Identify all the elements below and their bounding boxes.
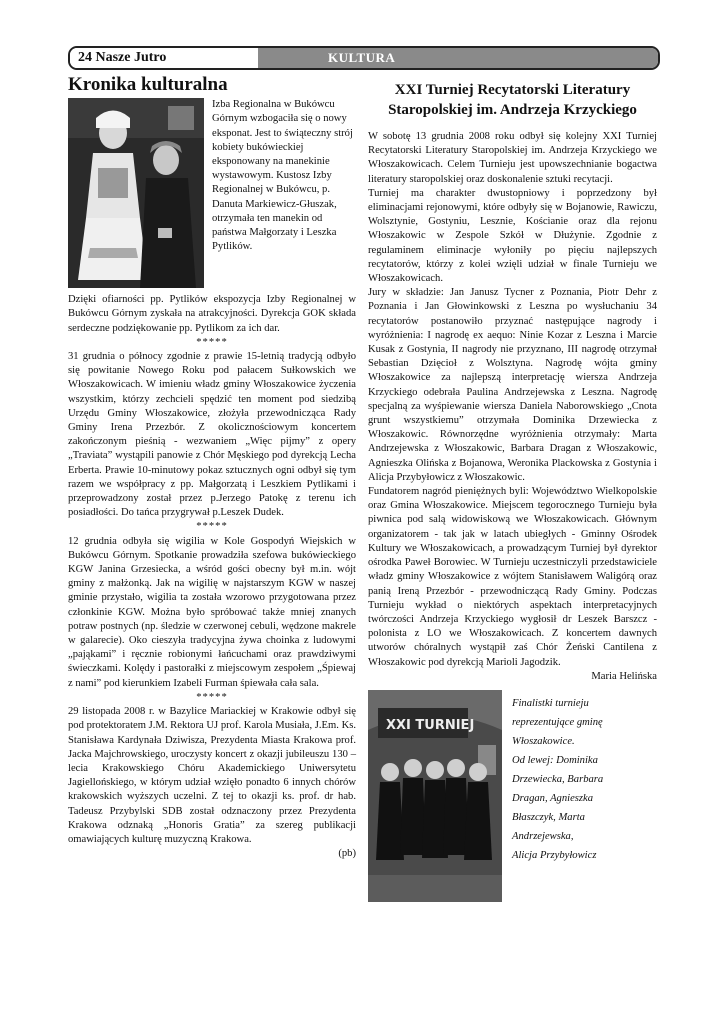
mannequin-photo-caption: Izba Regionalna w Bukówcu Górnym wzbogaciła się o nowy eksponat. Jest to świąteczny strój kobiety bukówieckiej eksponowany na manekinie wystawowym. Kustosz Izby Regionalnej w Bukówcu, p. Danuta Markiewicz-Głuszak, otrzymała ten manekin od państwa Małgorzaty i Leszka Pytlików. [212, 99, 353, 253]
right-paragraph: W sobotę 13 grudnia 2008 roku odbył się kolejny XXI Turniej Recytatorski Literatury Staropolskiej im. Andrzeja Krzyckiego we Włoszakowicach. Celem Turnieju jest upowszechnianie bogactwa literatury staropolskiej oraz doskonalenie sztuki recytacji. [368, 131, 657, 185]
right-paragraph: Fundatorem nagród pieniężnych byli: Województwo Wielkopolskie oraz Gmina Włoszakowice. Miejscem tegorocznego Turnieju była piwnica pod salą widowiskową we Włoszakowicach. Głównym organizatorem - tak jak w latach ubiegłych - Gminny Ośrodek Kultury we Włoszakowicach, a prowadzącym Turniej był dyrektor ośrodka Paweł Borowiec. W Turnieju uczestniczyli przedstawiciele władz gminy Włoszakowice z wójtem Stanisławem Waligórą oraz panią Ireną Przezbór - przewodniczącą Rady Gminy. Podczas Turnieju wykład o niektórych aspektach interpretacyjnych twórczości Andrzeja Krzyckiego wygłosił dr Leszek Barszcz - polonista z LO we Włoszakowicach. Z koncertem dawnych utworów chóralnych wystąpił zaś Chór Żeński Cantilena z Włoszakowic pod dyrekcją Marioli Jagodzik. [368, 486, 657, 668]
mannequin-photo [68, 98, 204, 288]
left-signature: (pb) [338, 848, 356, 860]
page-title: Kronika kulturalna [68, 74, 228, 95]
article-author: Maria Helińska [591, 670, 657, 682]
left-column [68, 76, 356, 861]
finalists-photo [368, 690, 502, 902]
caption-line: Finalistki turnieju [512, 697, 589, 709]
finalists-photo-block [368, 690, 657, 902]
left-paragraph: Dzięki ofiarności pp. Pytlików ekspozycja Izby Regionalnej w Bukówcu Górnym zyskała na atrakcyjności. Dyrekcja GOK składa serdeczne podziękowanie pp. Pytlikom za ich dar. [68, 294, 356, 334]
caption-line: Andrzejewska, [512, 830, 574, 842]
right-paragraph: Turniej ma charakter dwustopniowy i poprzedzony był eliminacjami rejonowymi, które odbyły się w Bojanowie, Rawiczu, Wolsztynie, Gostyniu, Lesznie, Kościanie oraz dla rejonu Włoszakowic w Zespole Szkół w Dłużynie. Zgodnie z regulaminem eliminacje wyłoniły po pięciu najlepszych recytatorów, którzy z kolei wzięli udział w finale Turnieju we Włoszakowicach. [368, 187, 657, 285]
left-paragraph: 31 grudnia o północy zgodnie z prawie 15-letnią tradycją odbyło się powitanie Nowego Roku pod pałacem Sułkowskich we Włoszakowicach. W imieniu władz gminy Włoszakowice życzenia wszystkim, którzy zechcieli spędzić ten moment pod siedzibą Urzędu Gminy Włoszakowice, złożyła przewodnicząca Rady Gminy Irena Przezbór. Z okolicznościowym koncertem zakończonym pieśnią - wezwaniem „Więc pijmy” z opery „Traviata” wystąpili panowie z Chór Męskiego pod dyrekcją Lecha Erberta. Prawie 10-minutowy pokaz sztucznych ogni odbył się tym razem we współpracy z pp. Małgorzatą i Leszkiem Pytlikami i przeprowadzony został przez p.Jerzego Patokę z terenu ich posiadłości. Do tańca przygrywał p.Leszek Dudek. [68, 351, 356, 519]
regional-photo-block [68, 98, 356, 288]
caption-line: Dragan, Agnieszka [512, 792, 594, 804]
finalists-photo-caption [512, 690, 603, 902]
section-label: KULTURA [258, 48, 658, 68]
caption-line: Alicja Przybyłowicz [512, 849, 597, 861]
section-separator: ***** [196, 691, 228, 703]
section-separator: ***** [196, 521, 228, 533]
caption-line: reprezentujące gminę [512, 716, 603, 728]
caption-line: Włoszakowice. [512, 735, 575, 747]
left-paragraph: 12 grudnia odbyła się wigilia w Kole Gospodyń Wiejskich w Bukówcu Górnym. Spotkanie prowadziła szefowa bukówieckiego KGW Janina Grzesiecka, a wśród gości obecny był m.in. wójt gminy z małżonką. Jak na wigilię w najstarszym KGW w naszej gminie przystało, wigilia ta została wzorowo przygotowana przez członkinie KGW. Można było spróbować także mniej znanych potraw postnych (np. śledzie w czerwonej cebuli, wędzone makrele w galarecie). Oko cieszyła tradycyjna żywa choinka z ludowymi „pająkami” i ręcznie robionymi łańcuchami oraz prawdziwymi świeczkami. Kolędy i pastorałki z miejscowym zespołem „Śpiewaj z nami” pod kierunkiem Izabeli Furman śpiewała cała sala. [68, 535, 356, 689]
right-column [368, 76, 657, 902]
mannequin-photo-illustration [68, 98, 204, 288]
caption-line: Drzewiecka, Barbara [512, 773, 604, 785]
section-separator: ***** [196, 336, 228, 348]
page-header [68, 46, 660, 70]
right-paragraph: Jury w składzie: Jan Janusz Tycner z Poznania, Piotr Dehr z Poznania i Jan Głowinkowski z Leszna po wysłuchaniu 34 recytatorów postanowiło przyznać następujące nagrody i wyróżnienia: I nagrodę ex aequo: Ninie Kozar z Leszna i Marcie Kusak z Gostynia, II nagrody nie przyznano, III nagrodę otrzymał Sebastian Dzięcioł z Wolsztyna. Nagrodę wójta gminy Włoszakowice za najlepszą interpretację wiersza Andrzeja Krzyckiego odebrała Paulina Andrzejewska z Leszna. Nagrodę specjalną za wyśpiewanie wiersza Daniela Naborowskiego „Cnota grunt wszystkiemu” otrzymała Dominika Drzewiecka z Włoszakowic. Równorzędne wyróżnienia otrzymały: Marta Andrzejewska z Włoszakowic, Barbara Dragan z Włoszakowic, Agnieszka Olińska z Bojanowa, Weronika Plackowska z Gostynia i Alicja Przybyłowicz z Włoszakowic. [368, 287, 657, 483]
caption-line: Od lewej: Dominika [512, 754, 598, 766]
banner-text: XXI TURNIEJ [386, 717, 475, 733]
page-number-label: 24 Nasze Jutro [70, 48, 258, 68]
article-title: XXI Turniej Recytatorski Literatury Staropolskiej im. Andrzeja Krzyckiego [388, 82, 637, 118]
caption-line: Błaszczyk, Marta [512, 811, 585, 823]
left-paragraph: 29 listopada 2008 r. w Bazylice Mariackiej w Krakowie odbył się pod protektoratem J.M. Rektora UJ prof. Karola Musiała, J.Em. Ks. Stanisława Kardynała Dziwisza, Prezydenta Miasta Krakowa prof. Jacka Majchrowskiego, uroczysty koncert z okazji jubileuszu 130 – lecia Krakowskiego Chóru Akademickiego Uniwersytetu Jagiellońskiego, w którym udział wzięło ponadto 6 innych chórów krakowskich wyższych uczelni. Z tej to okazji ks. prof. dr hab. Tadeusz Przybylski SDB został odznaczony przez Prezydenta Krakowa odznaką „Honoris Gratia” za szereg publikacji omawiających kulturę muzyczną Krakowa. [68, 706, 356, 845]
finalists-photo-illustration [368, 690, 502, 902]
